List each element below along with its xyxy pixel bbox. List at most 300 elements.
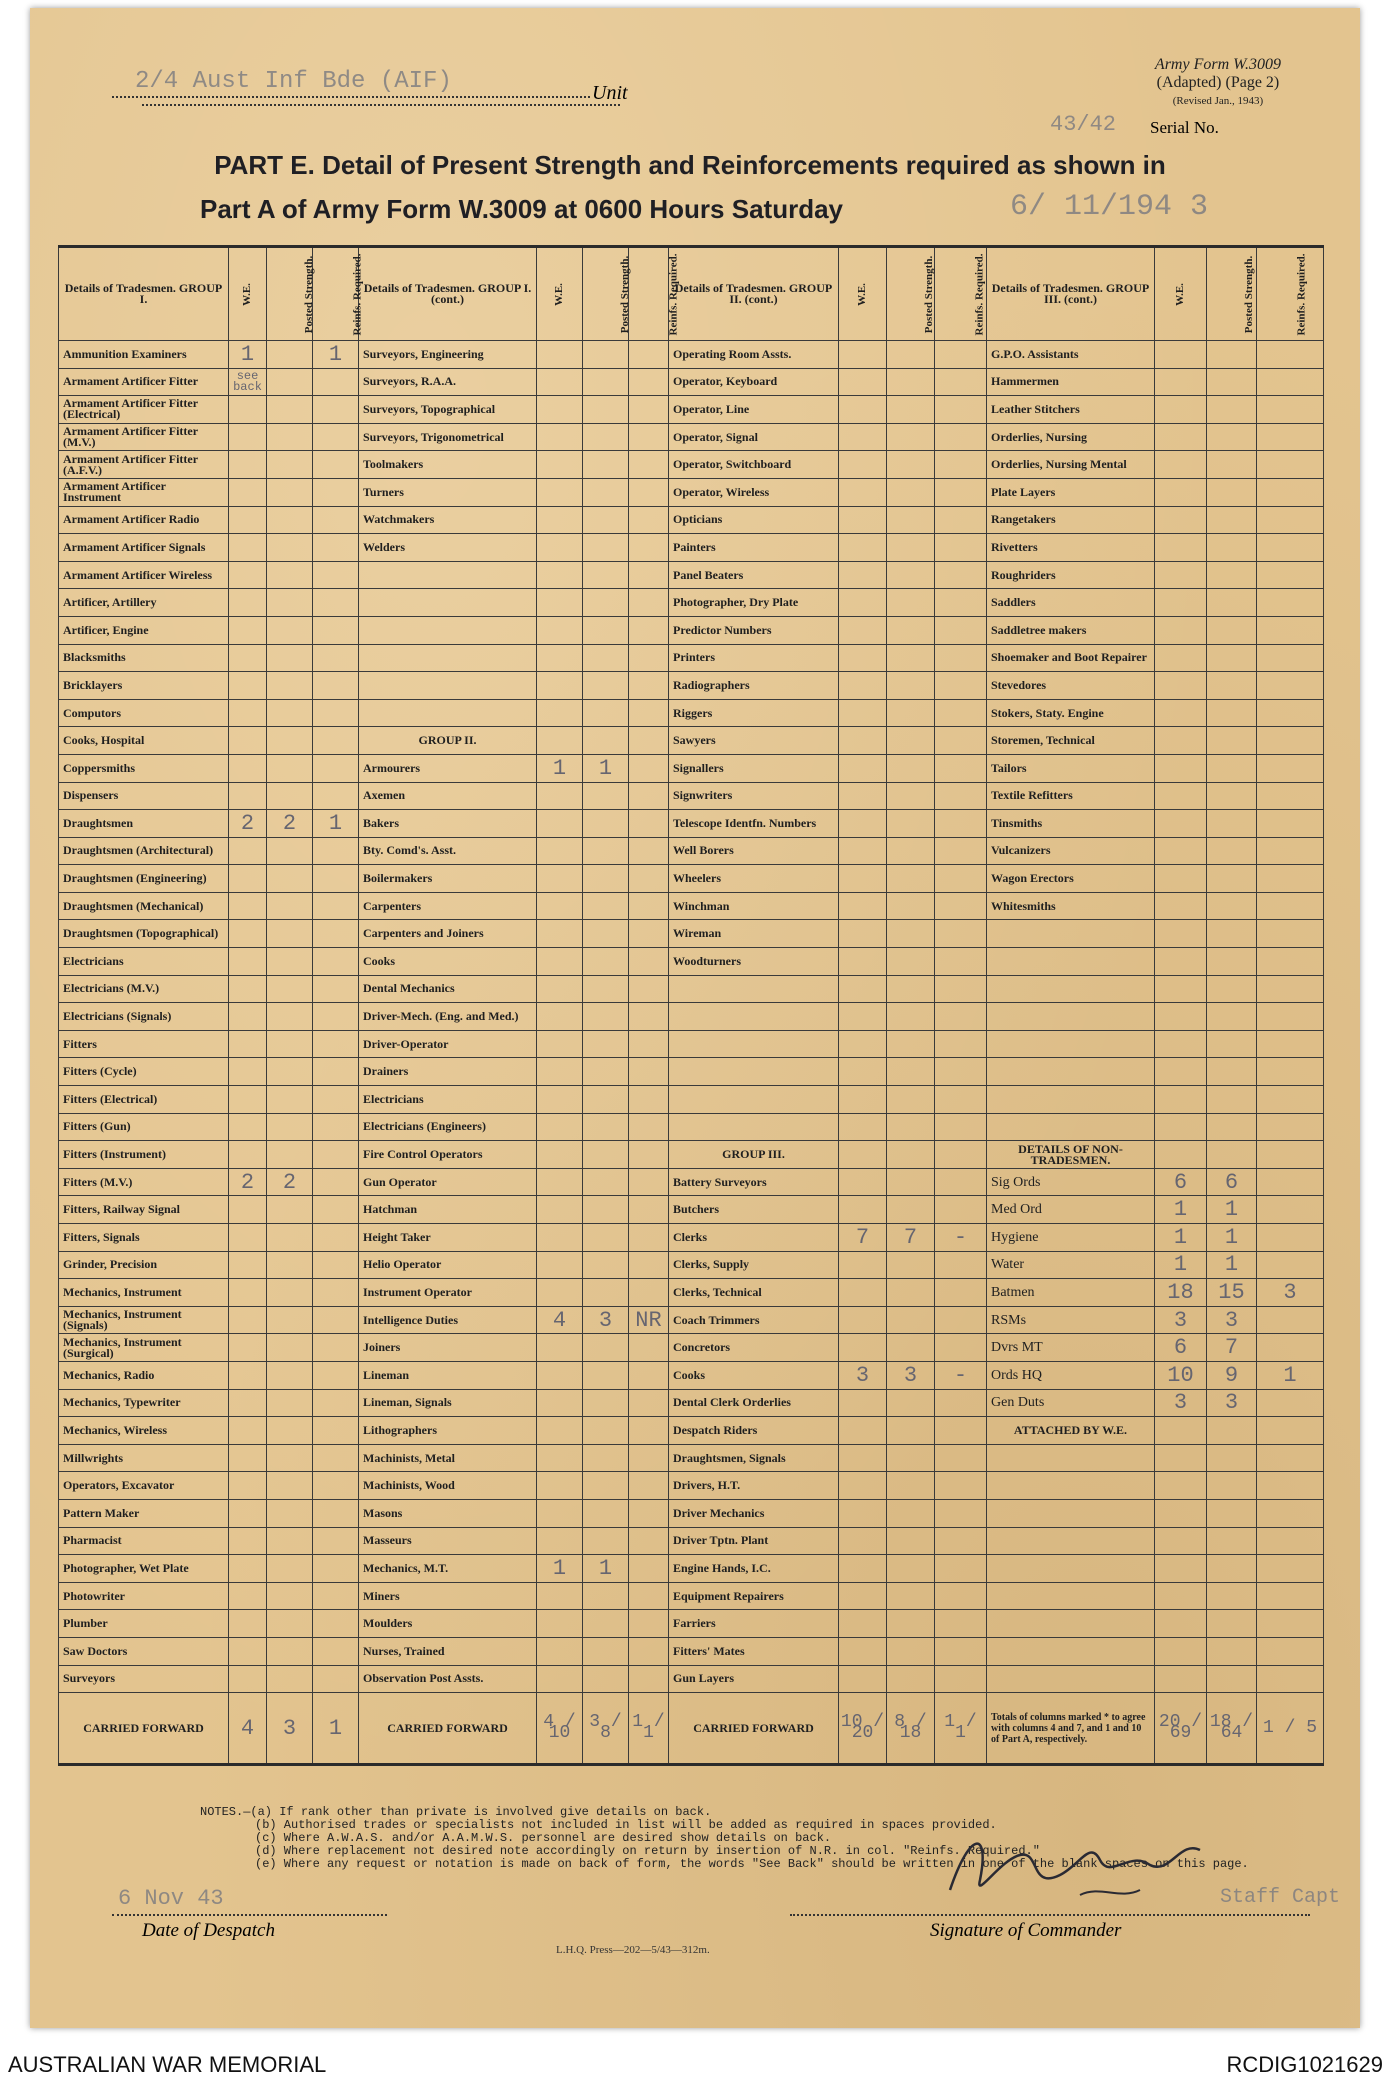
- trade-label-cell: Equipment Repairers: [669, 1582, 839, 1610]
- table-row: [59, 754, 1324, 782]
- value-cell: [313, 534, 359, 562]
- value-cell: [887, 1306, 935, 1334]
- table-row: [59, 1168, 1324, 1196]
- value-cell: [935, 1306, 987, 1334]
- value-cell: [839, 1168, 887, 1196]
- trade-label-cell: Nurses, Trained: [359, 1637, 537, 1665]
- trade-label-cell: GROUP III.: [669, 1141, 839, 1169]
- value-cell: [267, 1113, 313, 1141]
- value-cell: [935, 1168, 987, 1196]
- value-cell: [267, 1141, 313, 1169]
- value-cell: [267, 920, 313, 948]
- value-cell: [1207, 1555, 1257, 1583]
- value-cell: [839, 423, 887, 451]
- value-cell: [537, 1113, 583, 1141]
- value-cell: [537, 1168, 583, 1196]
- value-cell: [1155, 948, 1207, 976]
- trade-label-cell: Battery Surveyors: [669, 1168, 839, 1196]
- trade-label-cell: Saddletree makers: [987, 616, 1155, 644]
- trade-label-cell: Lineman: [359, 1361, 537, 1389]
- value-cell: [629, 1251, 669, 1279]
- trade-label-cell: Drivers, H.T.: [669, 1472, 839, 1500]
- value-cell: [229, 1555, 267, 1583]
- value-cell: [229, 1086, 267, 1114]
- trade-label-cell: Electricians (Engineers): [359, 1113, 537, 1141]
- trade-label-cell: Masseurs: [359, 1527, 537, 1555]
- value-cell: [1257, 341, 1324, 369]
- value-cell: [537, 1472, 583, 1500]
- trade-label-cell: [987, 1582, 1155, 1610]
- carry-c3-posted: 8 / 18: [887, 1693, 935, 1765]
- value-cell: [267, 1417, 313, 1445]
- value-cell: -: [935, 1361, 987, 1389]
- trade-label-cell: Coach Trimmers: [669, 1306, 839, 1334]
- value-cell: [229, 534, 267, 562]
- trade-label-cell: Armament Artificer Wireless: [59, 561, 229, 589]
- trade-label-cell: Toolmakers: [359, 451, 537, 479]
- value-cell: [229, 1665, 267, 1693]
- value-cell: [1155, 1582, 1207, 1610]
- value-cell: [583, 892, 629, 920]
- value-cell: [839, 341, 887, 369]
- value-cell: [1257, 1472, 1324, 1500]
- value-cell: [583, 1224, 629, 1252]
- value-cell: [1155, 892, 1207, 920]
- value-cell: [839, 1279, 887, 1307]
- value-cell: [935, 1141, 987, 1169]
- value-cell: [537, 451, 583, 479]
- value-cell: [537, 1610, 583, 1638]
- value-cell: [839, 699, 887, 727]
- value-cell: [313, 506, 359, 534]
- value-cell: [887, 1389, 935, 1417]
- trade-label-cell: Artificer, Artillery: [59, 589, 229, 617]
- value-cell: [1207, 1610, 1257, 1638]
- value-cell: [537, 1279, 583, 1307]
- value-cell: [1257, 727, 1324, 755]
- serial-typed: 43/42: [1050, 112, 1117, 137]
- trade-label-cell: Bakers: [359, 810, 537, 838]
- value-cell: [583, 1030, 629, 1058]
- value-cell: [1155, 589, 1207, 617]
- trade-label-cell: Electricians (Signals): [59, 1003, 229, 1031]
- value-cell: [537, 396, 583, 424]
- value-cell: [267, 1665, 313, 1693]
- value-cell: [313, 1003, 359, 1031]
- table-row: [59, 1224, 1324, 1252]
- value-cell: [839, 1389, 887, 1417]
- value-cell: [1257, 1196, 1324, 1224]
- value-cell: -: [935, 1224, 987, 1252]
- trade-label-cell: [669, 1113, 839, 1141]
- header-reinfs: Reinfs. Required.: [313, 247, 359, 341]
- value-cell: [267, 699, 313, 727]
- value-cell: [313, 837, 359, 865]
- value-cell: [839, 1499, 887, 1527]
- value-cell: [1207, 1665, 1257, 1693]
- watermark-left: AUSTRALIAN WAR MEMORIAL: [8, 2052, 327, 2077]
- value-cell: [229, 1444, 267, 1472]
- value-cell: [229, 506, 267, 534]
- value-cell: [887, 616, 935, 644]
- value-cell: [583, 589, 629, 617]
- value-cell: [629, 865, 669, 893]
- trade-label-cell: Mechanics, M.T.: [359, 1555, 537, 1583]
- value-cell: [1207, 1527, 1257, 1555]
- value-cell: [935, 368, 987, 396]
- table-row: [59, 1141, 1324, 1169]
- value-cell: [537, 534, 583, 562]
- value-cell: [1155, 1030, 1207, 1058]
- trade-label-cell: Mechanics, Radio: [59, 1361, 229, 1389]
- trade-label-cell: Armament Artificer Fitter (A.F.V.): [59, 451, 229, 479]
- unit-underline: [112, 96, 590, 98]
- value-cell: [935, 423, 987, 451]
- value-cell: [1155, 1141, 1207, 1169]
- value-cell: [1257, 1610, 1324, 1638]
- value-cell: [839, 754, 887, 782]
- value-cell: [537, 782, 583, 810]
- value-cell: [267, 1361, 313, 1389]
- value-cell: [537, 1251, 583, 1279]
- value-cell: [1207, 810, 1257, 838]
- header-group1-cont: Details of Tradesmen. GROUP I. (cont.): [359, 247, 537, 341]
- value-cell: [1257, 1168, 1324, 1196]
- value-cell: 2: [229, 810, 267, 838]
- header-group3-cont: Details of Tradesmen. GROUP III. (cont.): [987, 247, 1155, 341]
- value-cell: [267, 341, 313, 369]
- value-cell: [935, 865, 987, 893]
- value-cell: [313, 368, 359, 396]
- value-cell: [583, 1003, 629, 1031]
- value-cell: [1155, 920, 1207, 948]
- trade-label-cell: Draughtsmen (Topographical): [59, 920, 229, 948]
- table-row: [59, 1637, 1324, 1665]
- value-cell: [229, 1361, 267, 1389]
- value-cell: [839, 837, 887, 865]
- trade-label-cell: Photographer, Wet Plate: [59, 1555, 229, 1583]
- value-cell: [267, 1472, 313, 1500]
- value-cell: [583, 1251, 629, 1279]
- value-cell: [629, 1527, 669, 1555]
- trade-label-cell: Sig Ords: [987, 1168, 1155, 1196]
- form-adapted: (Adapted) (Page 2): [1156, 74, 1280, 91]
- value-cell: [1207, 589, 1257, 617]
- value-cell: [629, 699, 669, 727]
- value-cell: [267, 1003, 313, 1031]
- trade-label-cell: ATTACHED BY W.E.: [987, 1417, 1155, 1445]
- table-row: [59, 1665, 1324, 1693]
- table-row: [59, 1472, 1324, 1500]
- value-cell: [1155, 451, 1207, 479]
- value-cell: [229, 1499, 267, 1527]
- trade-label-cell: Dispensers: [59, 782, 229, 810]
- value-cell: [229, 920, 267, 948]
- header-reinfs: Reinfs. Required.: [935, 247, 987, 341]
- value-cell: [629, 616, 669, 644]
- value-cell: [1257, 1389, 1324, 1417]
- value-cell: [935, 1472, 987, 1500]
- value-cell: [839, 478, 887, 506]
- value-cell: [887, 478, 935, 506]
- trade-label-cell: [987, 1113, 1155, 1141]
- carry-c2-we: 4 / 10: [537, 1693, 583, 1765]
- value-cell: [1207, 1417, 1257, 1445]
- value-cell: [229, 1527, 267, 1555]
- trade-label-cell: Butchers: [669, 1196, 839, 1224]
- value-cell: [537, 1665, 583, 1693]
- value-cell: [839, 975, 887, 1003]
- value-cell: [887, 589, 935, 617]
- value-cell: [537, 727, 583, 755]
- value-cell: [629, 396, 669, 424]
- trade-label-cell: [669, 1030, 839, 1058]
- value-cell: [1257, 754, 1324, 782]
- value-cell: [935, 1113, 987, 1141]
- value-cell: [313, 1555, 359, 1583]
- value-cell: [629, 948, 669, 976]
- title-line-2-text: Part A of Army Form W.3009 at 0600 Hours Saturday: [200, 194, 843, 224]
- table-row: [59, 975, 1324, 1003]
- value-cell: [583, 1444, 629, 1472]
- value-cell: [629, 920, 669, 948]
- table-row: [59, 1444, 1324, 1472]
- trade-label-cell: Fitters (Electrical): [59, 1086, 229, 1114]
- value-cell: [629, 1141, 669, 1169]
- trade-label-cell: Axemen: [359, 782, 537, 810]
- value-cell: [935, 1030, 987, 1058]
- trade-label-cell: Height Taker: [359, 1224, 537, 1252]
- trade-label-cell: Wheelers: [669, 865, 839, 893]
- value-cell: [1155, 644, 1207, 672]
- value-cell: [1257, 1555, 1324, 1583]
- value-cell: [537, 561, 583, 589]
- trade-label-cell: Signallers: [669, 754, 839, 782]
- value-cell: [583, 1361, 629, 1389]
- value-cell: [583, 1499, 629, 1527]
- value-cell: [1155, 1086, 1207, 1114]
- trade-label-cell: [359, 589, 537, 617]
- value-cell: 6: [1155, 1168, 1207, 1196]
- value-cell: [629, 644, 669, 672]
- value-cell: [1257, 699, 1324, 727]
- value-cell: [229, 1417, 267, 1445]
- value-cell: [229, 396, 267, 424]
- value-cell: [1257, 1444, 1324, 1472]
- value-cell: [887, 1665, 935, 1693]
- value-cell: [935, 561, 987, 589]
- watermark-right: RCDIG1021629: [1226, 2052, 1383, 2077]
- value-cell: [583, 837, 629, 865]
- value-cell: [1155, 754, 1207, 782]
- value-cell: [935, 1555, 987, 1583]
- value-cell: [839, 1665, 887, 1693]
- value-cell: [583, 396, 629, 424]
- value-cell: [887, 1058, 935, 1086]
- value-cell: [583, 1610, 629, 1638]
- trade-label-cell: Armament Artificer Fitter (Electrical): [59, 396, 229, 424]
- trade-label-cell: [987, 1472, 1155, 1500]
- value-cell: [583, 1527, 629, 1555]
- carry-c1-reinfs: 1: [313, 1693, 359, 1765]
- value-cell: [313, 1058, 359, 1086]
- value-cell: 1: [1257, 1361, 1324, 1389]
- value-cell: [267, 727, 313, 755]
- value-cell: [1257, 368, 1324, 396]
- trade-label-cell: Fitters, Railway Signal: [59, 1196, 229, 1224]
- value-cell: [313, 1196, 359, 1224]
- value-cell: [1207, 423, 1257, 451]
- value-cell: [1155, 1637, 1207, 1665]
- value-cell: [229, 1058, 267, 1086]
- trade-label-cell: Machinists, Wood: [359, 1472, 537, 1500]
- value-cell: [935, 644, 987, 672]
- value-cell: [1155, 865, 1207, 893]
- value-cell: [537, 1361, 583, 1389]
- value-cell: 2: [267, 810, 313, 838]
- carry-c4-posted: 18 / 64: [1207, 1693, 1257, 1765]
- value-cell: [839, 810, 887, 838]
- value-cell: 1: [1207, 1224, 1257, 1252]
- signature-line: [790, 1914, 1310, 1916]
- table-row: [59, 1113, 1324, 1141]
- trade-label-cell: [987, 1030, 1155, 1058]
- value-cell: [629, 1444, 669, 1472]
- value-cell: [1155, 672, 1207, 700]
- trade-label-cell: Gun Operator: [359, 1168, 537, 1196]
- trade-label-cell: Dental Mechanics: [359, 975, 537, 1003]
- trade-label-cell: Saddlers: [987, 589, 1155, 617]
- trade-label-cell: Operator, Keyboard: [669, 368, 839, 396]
- trade-label-cell: [987, 1086, 1155, 1114]
- trade-label-cell: Draughtsmen: [59, 810, 229, 838]
- value-cell: [313, 1361, 359, 1389]
- value-cell: [1257, 644, 1324, 672]
- value-cell: 7: [887, 1224, 935, 1252]
- trade-label-cell: Fitters (M.V.): [59, 1168, 229, 1196]
- value-cell: [537, 1389, 583, 1417]
- value-cell: [313, 1086, 359, 1114]
- value-cell: [935, 948, 987, 976]
- table-row: [59, 1499, 1324, 1527]
- trade-label-cell: GROUP II.: [359, 727, 537, 755]
- trade-label-cell: Drainers: [359, 1058, 537, 1086]
- value-cell: [629, 1389, 669, 1417]
- value-cell: [935, 1582, 987, 1610]
- value-cell: [537, 423, 583, 451]
- value-cell: 3: [839, 1361, 887, 1389]
- value-cell: [887, 1196, 935, 1224]
- value-cell: [583, 1086, 629, 1114]
- value-cell: [313, 451, 359, 479]
- value-cell: [935, 1003, 987, 1031]
- value-cell: [887, 810, 935, 838]
- value-cell: [839, 1555, 887, 1583]
- header-posted: Posted Strength.: [583, 247, 629, 341]
- value-cell: [537, 810, 583, 838]
- value-cell: [313, 616, 359, 644]
- value-cell: [1155, 837, 1207, 865]
- header-posted: Posted Strength.: [1207, 247, 1257, 341]
- commander-signature: [930, 1820, 1230, 1910]
- value-cell: [267, 423, 313, 451]
- value-cell: [267, 396, 313, 424]
- table-row: [59, 837, 1324, 865]
- trade-label-cell: Operator, Line: [669, 396, 839, 424]
- value-cell: [887, 534, 935, 562]
- value-cell: [1257, 1086, 1324, 1114]
- table-row: [59, 865, 1324, 893]
- trade-label-cell: Miners: [359, 1582, 537, 1610]
- trade-label-cell: Winchman: [669, 892, 839, 920]
- trade-label-cell: Cooks, Hospital: [59, 727, 229, 755]
- trade-label-cell: [987, 920, 1155, 948]
- carried-forward-row: [59, 1693, 1324, 1765]
- value-cell: [1155, 1417, 1207, 1445]
- value-cell: [267, 1444, 313, 1472]
- value-cell: [839, 782, 887, 810]
- value-cell: [267, 534, 313, 562]
- value-cell: [267, 948, 313, 976]
- value-cell: [935, 727, 987, 755]
- value-cell: [313, 1389, 359, 1417]
- value-cell: [229, 1141, 267, 1169]
- trade-label-cell: Operator, Switchboard: [669, 451, 839, 479]
- value-cell: [887, 561, 935, 589]
- trade-label-cell: Helio Operator: [359, 1251, 537, 1279]
- value-cell: [629, 1361, 669, 1389]
- value-cell: [229, 837, 267, 865]
- value-cell: [229, 561, 267, 589]
- value-cell: [1155, 616, 1207, 644]
- value-cell: [583, 506, 629, 534]
- trade-label-cell: Surveyors, Engineering: [359, 341, 537, 369]
- value-cell: [629, 368, 669, 396]
- value-cell: [1207, 1582, 1257, 1610]
- value-cell: [629, 1665, 669, 1693]
- value-cell: [887, 727, 935, 755]
- header-group2-cont: Details of Tradesmen. GROUP II. (cont.): [669, 247, 839, 341]
- trade-label-cell: Woodturners: [669, 948, 839, 976]
- value-cell: [1155, 1555, 1207, 1583]
- trade-label-cell: [987, 975, 1155, 1003]
- value-cell: [887, 672, 935, 700]
- value-cell: [839, 561, 887, 589]
- trade-label-cell: Joiners: [359, 1334, 537, 1362]
- value-cell: [1207, 1141, 1257, 1169]
- table-row: [59, 1196, 1324, 1224]
- form-ref: Army Form W.3009: [1154, 56, 1281, 73]
- value-cell: [267, 1582, 313, 1610]
- trade-label-cell: Orderlies, Nursing: [987, 423, 1155, 451]
- value-cell: [229, 1196, 267, 1224]
- table-row: [59, 616, 1324, 644]
- value-cell: [583, 810, 629, 838]
- value-cell: [629, 1113, 669, 1141]
- value-cell: [583, 1389, 629, 1417]
- title-date: 6/ 11/194 3: [1010, 190, 1209, 224]
- value-cell: [1207, 368, 1257, 396]
- value-cell: [1207, 1113, 1257, 1141]
- value-cell: [1155, 1058, 1207, 1086]
- value-cell: [1257, 478, 1324, 506]
- trade-label-cell: Driver Mechanics: [669, 1499, 839, 1527]
- value-cell: [1207, 396, 1257, 424]
- value-cell: [629, 534, 669, 562]
- table-row: [59, 534, 1324, 562]
- value-cell: [839, 616, 887, 644]
- despatch-label: Date of Despatch: [142, 1920, 275, 1941]
